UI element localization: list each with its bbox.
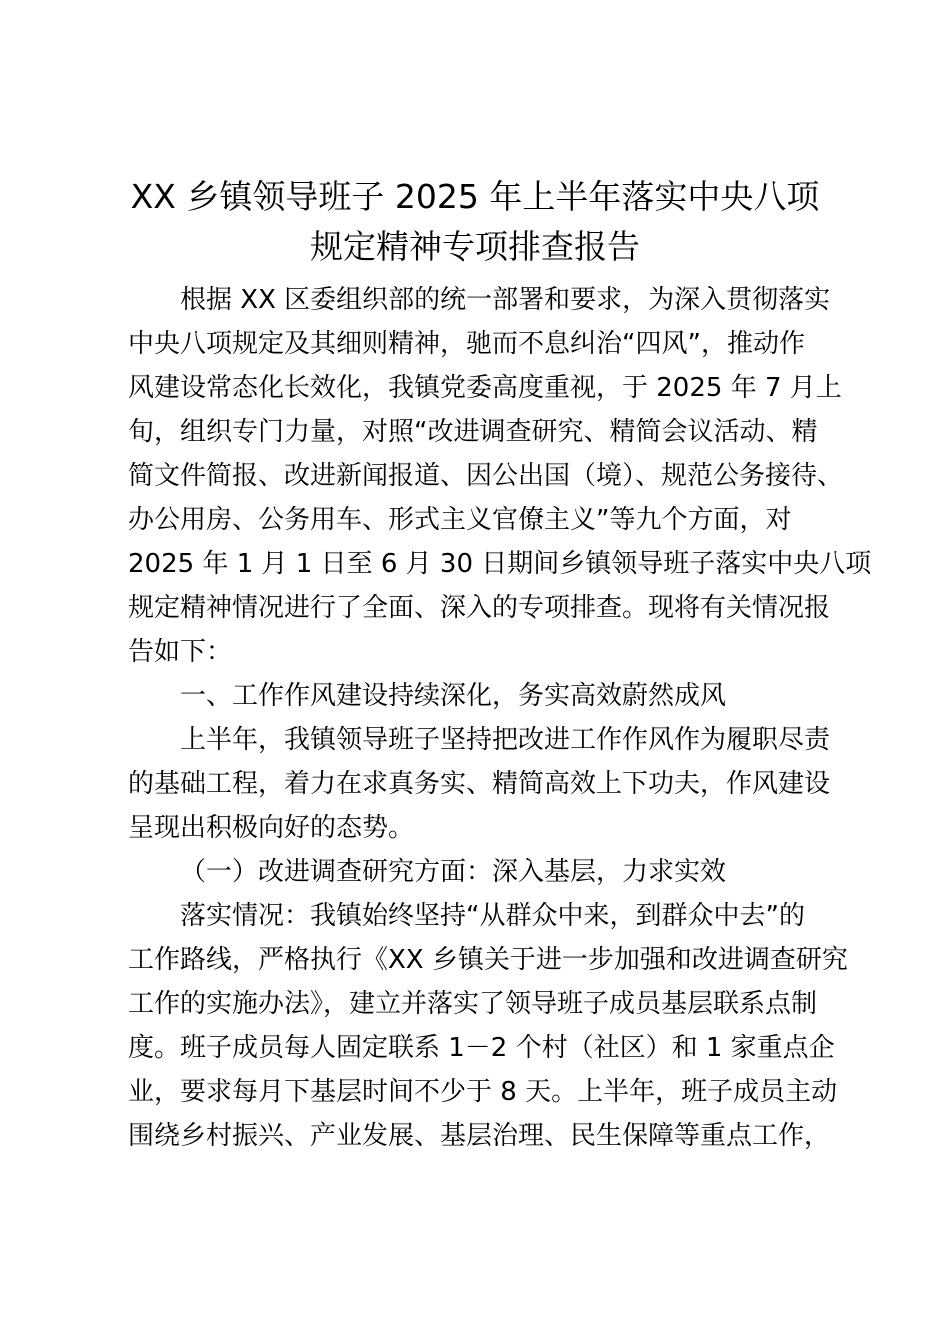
paragraph-intro-line: 告如下： [128, 637, 233, 667]
paragraph-intro-line: 旬，组织专门力量，对照“改进调查研究、精简会议活动、精 [128, 417, 818, 447]
paragraph-implementation-line: 业，要求每月下基层时间不少于 8 天。上半年，班子成员主动 [128, 1077, 838, 1107]
paragraph-implementation-line: 工作路线，严格执行《XX 乡镇关于进一步加强和改进调查研究 [128, 945, 848, 975]
paragraph-section-1-line: 呈现出积极向好的态势。 [128, 813, 415, 843]
paragraph-intro-line: 办公用房、公务用车、形式主义官僚主义”等九个方面，对 [128, 505, 792, 535]
title-line-1: XX 乡镇领导班子 2025 年上半年落实中央八项 [130, 177, 820, 216]
paragraph-intro-line: 根据 XX 区委组织部的统一部署和要求，为深入贯彻落实 [180, 285, 831, 315]
paragraph-intro-line: 2025 年 1 月 1 日至 6 月 30 日期间乡镇领导班子落实中央八项 [128, 549, 872, 579]
paragraph-intro-line: 风建设常态化长效化，我镇党委高度重视，于 2025 年 7 月上 [128, 373, 842, 403]
paragraph-implementation-line: 落实情况：我镇始终坚持“从群众中来，到群众中去”的 [180, 901, 805, 931]
title-line-2: 规定精神专项排查报告 [310, 227, 640, 266]
paragraph-intro-line: 简文件简报、改进新闻报道、因公出国（境）、规范公务接待、 [128, 461, 844, 491]
document-title [110, 172, 840, 272]
section-heading-1: 一、工作作风建设持续深化，务实高效蔚然成风 [180, 681, 727, 711]
paragraph-implementation-line: 围绕乡村振兴、产业发展、基层治理、民生保障等重点工作， [128, 1121, 831, 1151]
paragraph-implementation-line: 工作的实施办法》，建立并落实了领导班子成员基层联系点制 [128, 989, 818, 1019]
paragraph-implementation-line: 度。班子成员每人固定联系 1－2 个村（社区）和 1 家重点企 [128, 1033, 835, 1063]
paragraph-intro-line: 中央八项规定及其细则精神，驰而不息纠治“四风”，推动作 [128, 329, 805, 359]
paragraph-intro-line: 规定精神情况进行了全面、深入的专项排查。现将有关情况报 [128, 593, 831, 623]
paragraph-section-1-line: 上半年，我镇领导班子坚持把改进工作作风作为履职尽责 [180, 725, 831, 755]
subsection-heading-1: （一）改进调查研究方面：深入基层，力求实效 [180, 857, 727, 887]
document-body [128, 278, 872, 1158]
paragraph-section-1-line: 的基础工程，着力在求真务实、精简高效上下功夫，作风建设 [128, 769, 831, 799]
